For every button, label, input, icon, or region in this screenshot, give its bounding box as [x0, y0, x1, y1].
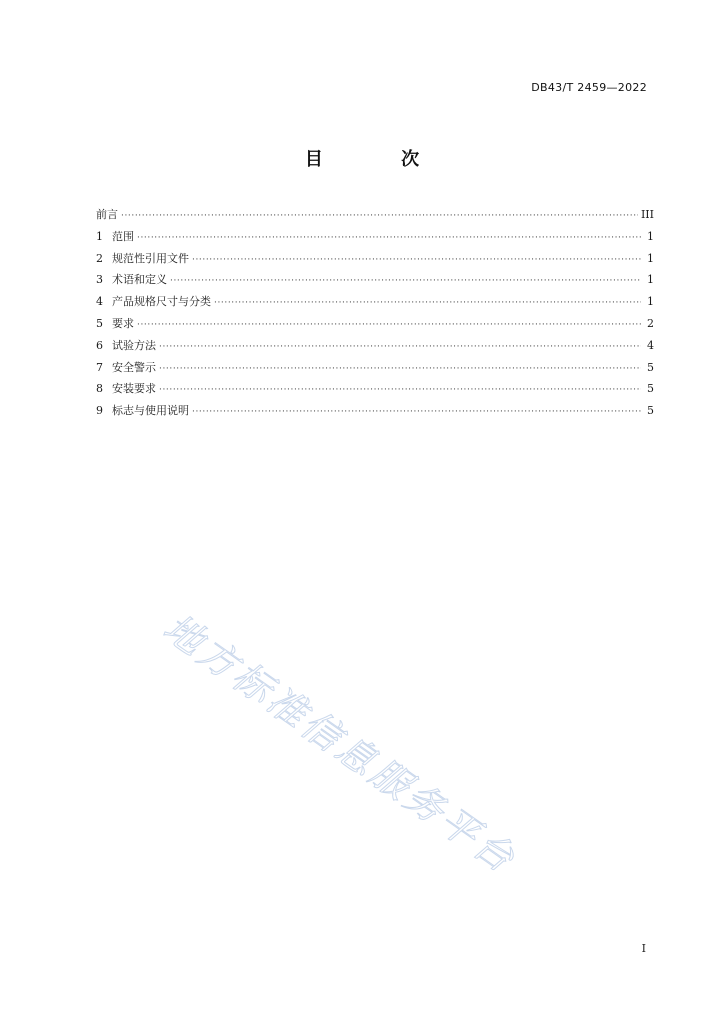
toc-leader-dots [159, 359, 641, 381]
toc-leader-dots [192, 402, 641, 424]
toc-item-label: 标志与使用说明 [112, 404, 189, 418]
toc-leader-dots [159, 337, 641, 359]
toc-item-label: 前言 [96, 208, 118, 221]
toc-item-test-methods[interactable] [96, 335, 654, 357]
toc-item-preface[interactable] [96, 204, 654, 226]
toc-item-label: 范围 [112, 229, 134, 243]
toc-item-page: 5 [647, 360, 654, 374]
toc-item-product-specs[interactable] [96, 291, 654, 313]
standard-code: DB43/T 2459—2022 [531, 81, 647, 94]
toc-leader-dots [137, 228, 641, 250]
toc-item-number: 1 [96, 229, 103, 243]
toc-item-number: 7 [96, 360, 103, 374]
toc-item-number: 5 [96, 316, 103, 330]
toc-item-number: 4 [96, 295, 103, 309]
toc-item-page: 1 [647, 251, 654, 265]
toc-item-scope[interactable] [96, 226, 654, 248]
toc-item-number: 9 [96, 404, 103, 418]
toc-leader-dots [137, 315, 641, 337]
toc-item-page: 1 [647, 229, 654, 243]
toc-item-normative-references[interactable] [96, 248, 654, 270]
toc-item-page: 1 [647, 295, 654, 309]
toc-item-number: 6 [96, 338, 103, 352]
toc-item-label: 试验方法 [112, 338, 156, 352]
toc-item-label: 要求 [112, 316, 134, 330]
toc-item-number: 2 [96, 251, 103, 265]
toc-item-page: 2 [647, 316, 654, 330]
toc-item-page: III [640, 208, 654, 221]
page-number: I [641, 942, 646, 955]
page-title: 目 次 [304, 149, 456, 170]
toc-item-page: 5 [647, 382, 654, 396]
toc-item-installation[interactable] [96, 378, 654, 400]
toc-item-page: 5 [647, 404, 654, 418]
toc-item-requirements[interactable] [96, 313, 654, 335]
toc-item-page: 1 [647, 273, 654, 287]
toc-leader-dots [192, 250, 641, 272]
toc-leader-dots [121, 206, 638, 228]
toc-leader-dots [159, 380, 641, 402]
toc-leader-dots [170, 271, 641, 293]
toc-item-label: 规范性引用文件 [112, 251, 189, 265]
watermark: 地方标准信息服务平台 [155, 605, 525, 883]
toc-item-label: 产品规格尺寸与分类 [112, 295, 211, 309]
table-of-contents [96, 204, 654, 422]
toc-item-page: 4 [647, 338, 654, 352]
toc-item-label: 安全警示 [112, 360, 156, 374]
toc-item-number: 8 [96, 382, 103, 396]
toc-item-number: 3 [96, 273, 103, 287]
toc-item-label: 安装要求 [112, 382, 156, 396]
toc-item-marking-instructions[interactable] [96, 400, 654, 422]
toc-item-terms-definitions[interactable] [96, 269, 654, 291]
toc-leader-dots [214, 293, 641, 315]
toc-item-label: 术语和定义 [112, 273, 167, 287]
toc-item-safety-warnings[interactable] [96, 357, 654, 379]
